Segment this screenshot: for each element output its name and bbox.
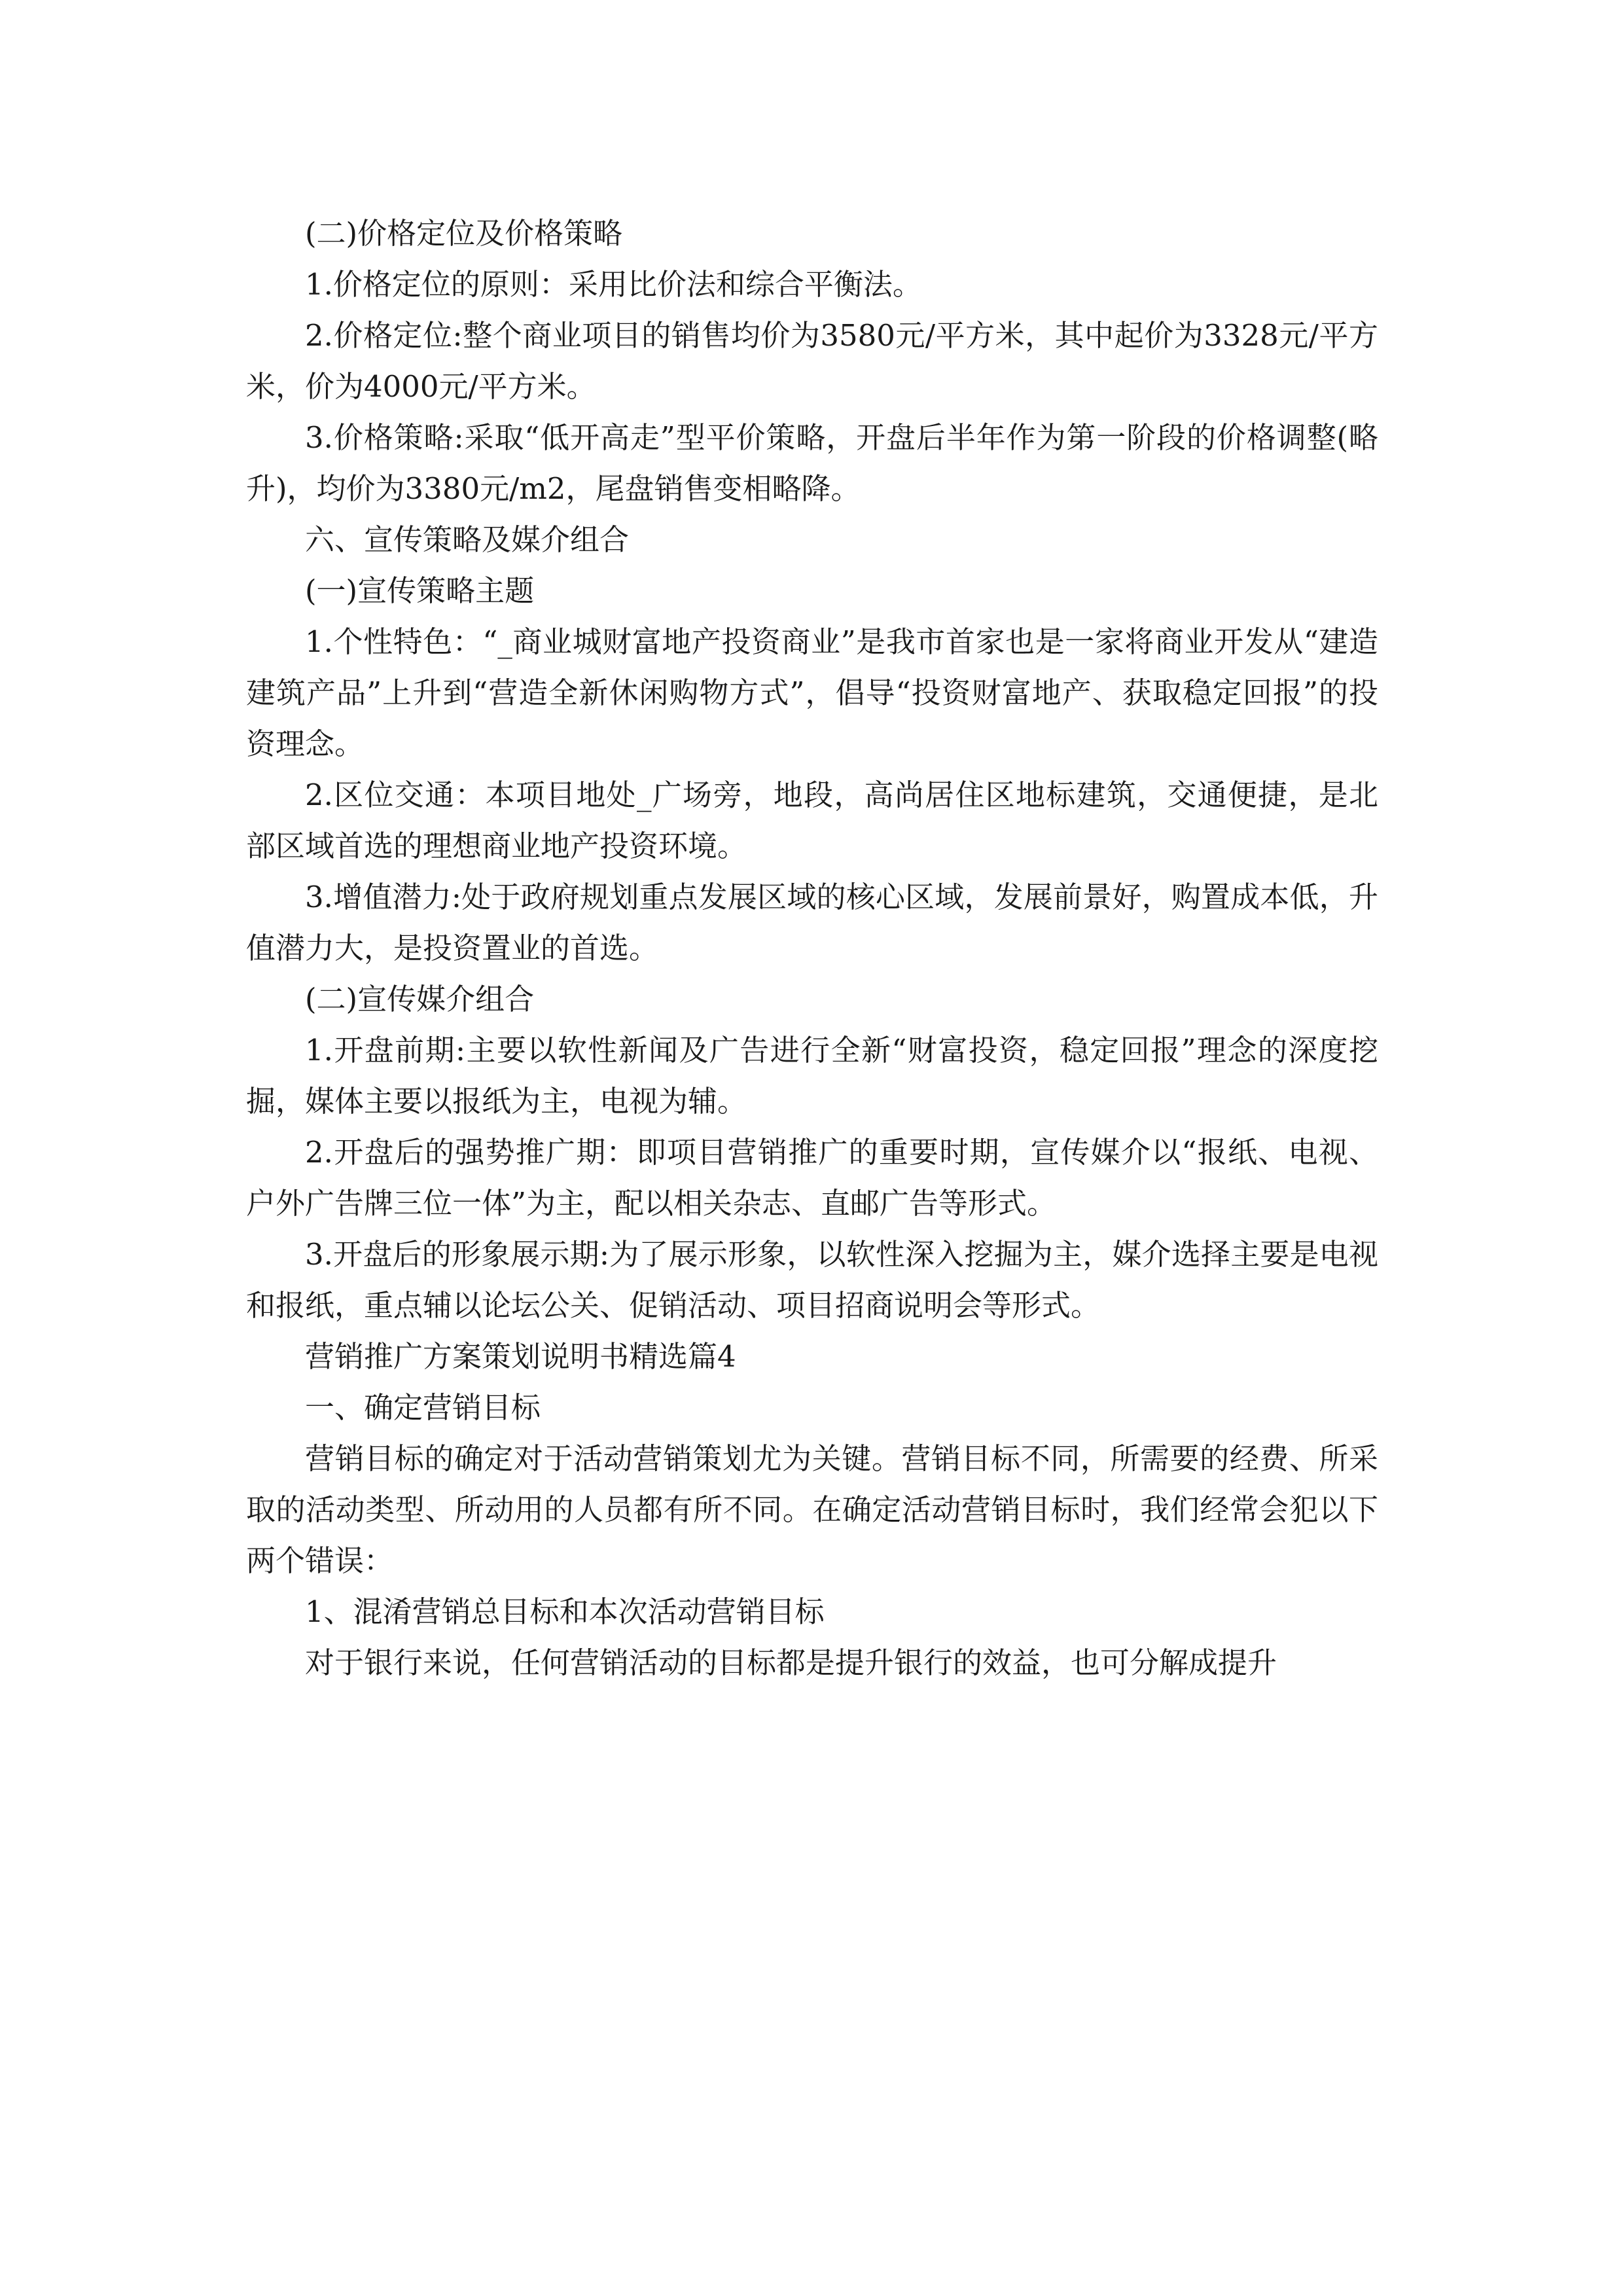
paragraph: 1.价格定位的原则：采用比价法和综合平衡法。 <box>305 267 922 302</box>
paragraph: 3.价格策略:采取“低开高走”型平价策略，开盘后半年作为第一阶段的价格调整(略升)，均价为3380元/m2，尾盘销售变相略降。 <box>246 420 1378 506</box>
section-heading-goals: 一、确定营销目标 <box>305 1390 541 1425</box>
paragraph: 对于银行来说，任何营销活动的目标都是提升银行的效益，也可分解成提升 <box>305 1645 1277 1680</box>
paragraph: 3.增值潜力:处于政府规划重点发展区域的核心区域，发展前景好，购置成本低，升值潜力大，是投资置业的首选。 <box>246 880 1378 965</box>
paragraph: 营销目标的确定对于活动营销策划尤为关键。营销目标不同，所需要的经费、所采取的活动类型、所动用的人员都有所不同。在确定活动营销目标时，我们经常会犯以下两个错误： <box>246 1441 1378 1578</box>
section-heading-promotion: 六、宣传策略及媒介组合 <box>305 522 630 557</box>
subheading-goal-confusion: 1、混淆营销总目标和本次活动营销目标 <box>305 1594 825 1629</box>
paragraph: 2.价格定位:整个商业项目的销售均价为3580元/平方米，其中起价为3328元/平方米，价为4000元/平方米。 <box>246 318 1378 404</box>
paragraph: 2.开盘后的强势推广期：即项目营销推广的重要时期，宣传媒介以“报纸、电视、户外广告牌三位一体”为主，配以相关杂志、直邮广告等形式。 <box>246 1135 1378 1221</box>
subheading-price-strategy: (二)价格定位及价格策略 <box>305 216 623 251</box>
document-body <box>246 208 1378 1689</box>
paragraph: 3.开盘后的形象展示期:为了展示形象，以软性深入挖掘为主，媒介选择主要是电视和报纸，重点辅以论坛公关、促销活动、项目招商说明会等形式。 <box>246 1237 1378 1323</box>
paragraph: 2.区位交通：本项目地处_广场旁，地段，高尚居住区地标建筑，交通便捷，是北部区域首选的理想商业地产投资环境。 <box>246 778 1378 863</box>
paragraph: 1.开盘前期:主要以软性新闻及广告进行全新“财富投资，稳定回报”理念的深度挖掘，媒体主要以报纸为主，电视为辅。 <box>246 1033 1378 1119</box>
subheading-media-mix: (二)宣传媒介组合 <box>305 982 535 1016</box>
paragraph: 1.个性特色：“_商业城财富地产投资商业”是我市首家也是一家将商业开发从“建造建筑产品”上升到“营造全新休闲购物方式”，倡导“投资财富地产、获取稳定回报”的投资理念。 <box>246 624 1378 761</box>
article-title: 营销推广方案策划说明书精选篇4 <box>305 1339 736 1374</box>
subheading-promotion-theme: (一)宣传策略主题 <box>305 573 535 608</box>
